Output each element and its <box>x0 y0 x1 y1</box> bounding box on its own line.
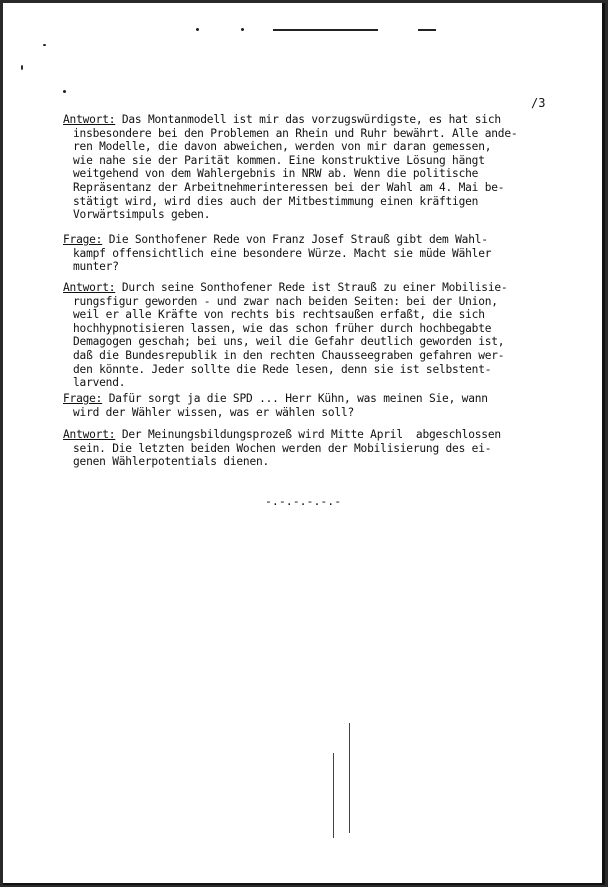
answer-label: Antwort: <box>63 113 116 126</box>
document-page <box>3 3 605 885</box>
text-line: daß die Bundesrepublik in den rechten Chausseegraben gefahren wer- <box>73 348 505 362</box>
text-line: Die Sonthofener Rede von Franz Josef Strauß gibt dem Wahl- <box>102 233 488 246</box>
text-line: Demagogen geschah; bei uns, weil die Gefahr deutlich geworden ist, <box>73 335 505 349</box>
scan-speck <box>196 28 199 31</box>
scan-speck <box>241 28 244 31</box>
text-line: den könnte. Jeder sollte die Rede lesen, denn sie ist selbstent- <box>73 362 492 376</box>
text-line: larvend. <box>73 376 126 390</box>
page-number: /3 <box>531 96 546 110</box>
text-line: munter? <box>73 260 119 274</box>
question-block <box>63 392 573 419</box>
closing-divider: -.-.-.-.-.- <box>265 494 342 508</box>
text-line: insbesondere bei den Problemen an Rhein und Ruhr bewährt. Alle ande- <box>73 126 518 140</box>
text-line: ren Modelle, die davon abweichen, werden von mir daran gemessen, <box>73 140 492 154</box>
text-line: Durch seine Sonthofener Rede ist Strauß zu einer Mobilisie- <box>115 281 508 294</box>
scan-line <box>333 753 334 838</box>
text-line: sein. Die letzten beiden Wochen werden der Mobilisierung des ei- <box>73 441 492 455</box>
text-line: Das Montanmodell ist mir das vorzugswürdigste, es hat sich <box>115 113 501 126</box>
scan-speck <box>63 90 66 93</box>
answer-label: Antwort: <box>63 281 116 294</box>
scan-mark <box>273 29 378 31</box>
scan-mark <box>418 29 436 31</box>
answer-block <box>63 428 573 469</box>
scan-speck <box>21 65 23 70</box>
question-block <box>63 233 573 274</box>
answer-block <box>63 281 573 390</box>
text-line: weitgehend von dem Wahlergebnis in NRW ab. Wenn die politische <box>73 167 479 181</box>
text-line: weil er alle Kräfte von rechts bis rechtsaußen erfaßt, die sich <box>73 308 485 322</box>
text-line: wird der Wähler wissen, was er wählen soll? <box>73 405 355 419</box>
scan-line <box>349 723 350 833</box>
text-line: Dafür sorgt ja die SPD ... Herr Kühn, was meinen Sie, wann <box>102 392 488 405</box>
text-line: genen Wählerpotentials dienen. <box>73 455 270 469</box>
text-line: wie nahe sie der Parität kommen. Eine konstruktive Lösung hängt <box>73 153 485 167</box>
text-line: hochhypnotisieren lassen, wie das schon früher durch hochbegabte <box>73 321 492 335</box>
text-line: Repräsentanz der Arbeitnehmerinteressen bei der Wahl am 4. Mai be- <box>73 180 505 194</box>
text-line: kampf offensichtlich eine besondere Würze. Macht sie müde Wähler <box>73 246 492 260</box>
question-label: Frage: <box>63 392 103 405</box>
question-label: Frage: <box>63 233 103 246</box>
answer-block <box>63 113 573 222</box>
text-line: stätigt wird, wird dies auch der Mitbestimmung einen kräftigen <box>73 194 479 208</box>
answer-label: Antwort: <box>63 428 116 441</box>
text-line: Vorwärtsimpuls geben. <box>73 208 211 222</box>
text-line: rungsfigur geworden - und zwar nach beiden Seiten: bei der Union, <box>73 294 498 308</box>
text-line: Der Meinungsbildungsprozeß wird Mitte April abgeschlossen <box>115 428 501 441</box>
scan-speck <box>43 44 46 46</box>
